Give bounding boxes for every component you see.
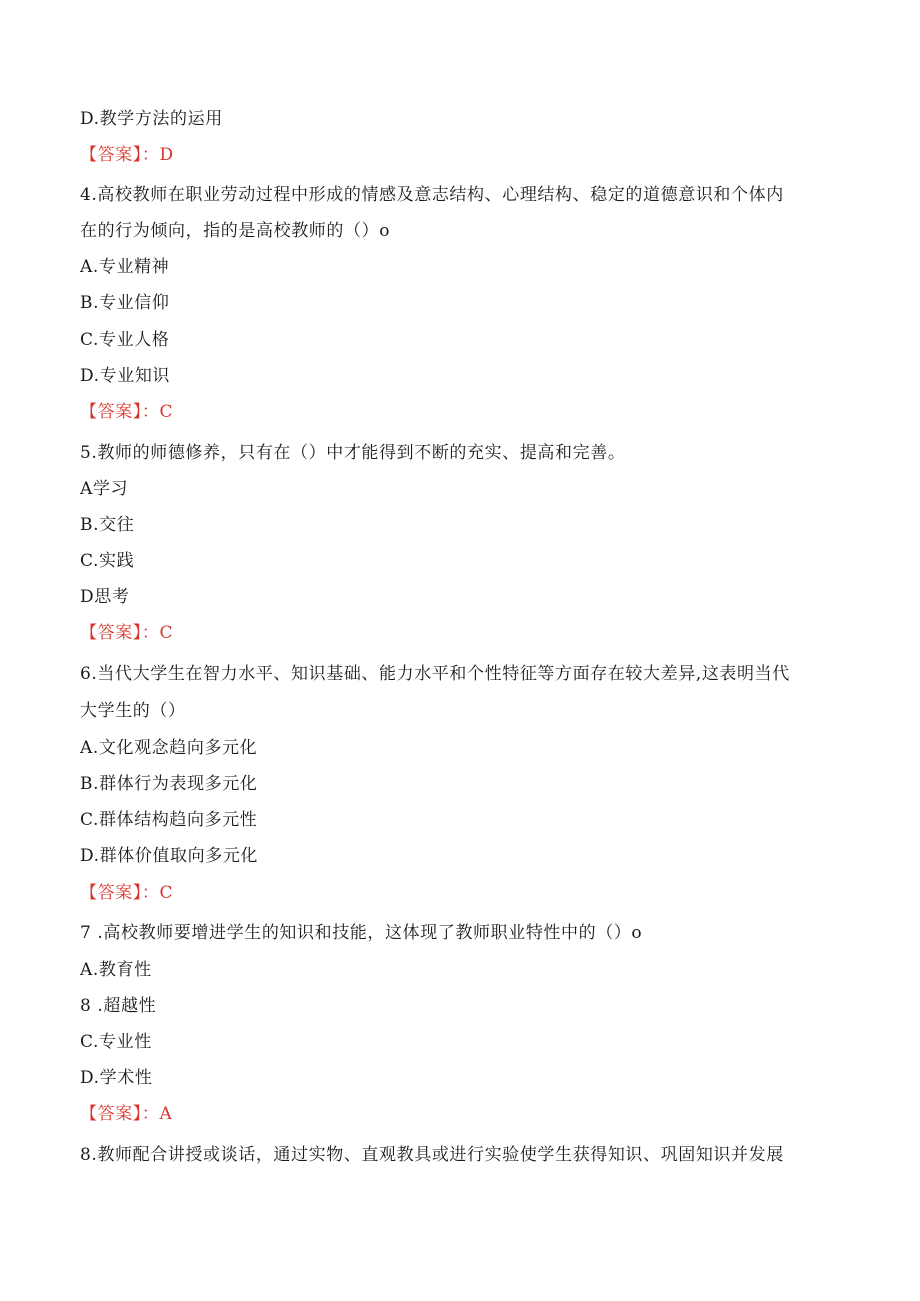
option-line: A.文化观念趋向多元化 bbox=[80, 738, 258, 758]
option-line: A.专业精神 bbox=[80, 257, 170, 277]
option-line: B.群体行为表现多元化 bbox=[80, 774, 258, 794]
option-line: B.交往 bbox=[80, 515, 135, 535]
question-line: 7 .高校教师要增进学生的知识和技能，这体现了教师职业特性中的（）o bbox=[80, 923, 643, 943]
option-line: D.专业知识 bbox=[80, 366, 171, 386]
option-line: A学习 bbox=[80, 479, 129, 499]
option-line: D思考 bbox=[80, 587, 130, 607]
option-line: B.专业信仰 bbox=[80, 293, 170, 313]
option-line: C.实践 bbox=[80, 551, 135, 571]
question-line: 6.当代大学生在智力水平、知识基础、能力水平和个性特征等方面存在较大差异,这表明当代 bbox=[80, 664, 790, 684]
question-line: 8.教师配合讲授或谈话，通过实物、直观教具或进行实验使学生获得知识、巩固知识并发展 bbox=[80, 1145, 784, 1165]
option-line: D.教学方法的运用 bbox=[80, 109, 223, 129]
question-line: 5.教师的师德修养，只有在（）中才能得到不断的充实、提高和完善。 bbox=[80, 443, 626, 463]
question-line: 在的行为倾向，指的是高校教师的（）o bbox=[80, 221, 391, 241]
option-line: A.教育性 bbox=[80, 960, 152, 980]
option-line: 8 .超越性 bbox=[80, 996, 157, 1016]
answer-line: 【答案】：C bbox=[80, 402, 174, 422]
answer-line: 【答案】：A bbox=[80, 1104, 173, 1124]
option-line: D.学术性 bbox=[80, 1068, 153, 1088]
option-line: D.群体价值取向多元化 bbox=[80, 846, 259, 866]
answer-line: 【答案】：D bbox=[80, 145, 174, 165]
question-line: 4.高校教师在职业劳动过程中形成的情感及意志结构、心理结构、稳定的道德意识和个体内 bbox=[80, 185, 784, 205]
answer-line: 【答案】：C bbox=[80, 623, 174, 643]
question-line: 大学生的（） bbox=[80, 701, 186, 721]
option-line: C.专业人格 bbox=[80, 330, 170, 350]
option-line: C.专业性 bbox=[80, 1032, 152, 1052]
answer-line: 【答案】：C bbox=[80, 883, 174, 903]
option-line: C.群体结构趋向多元性 bbox=[80, 810, 258, 830]
